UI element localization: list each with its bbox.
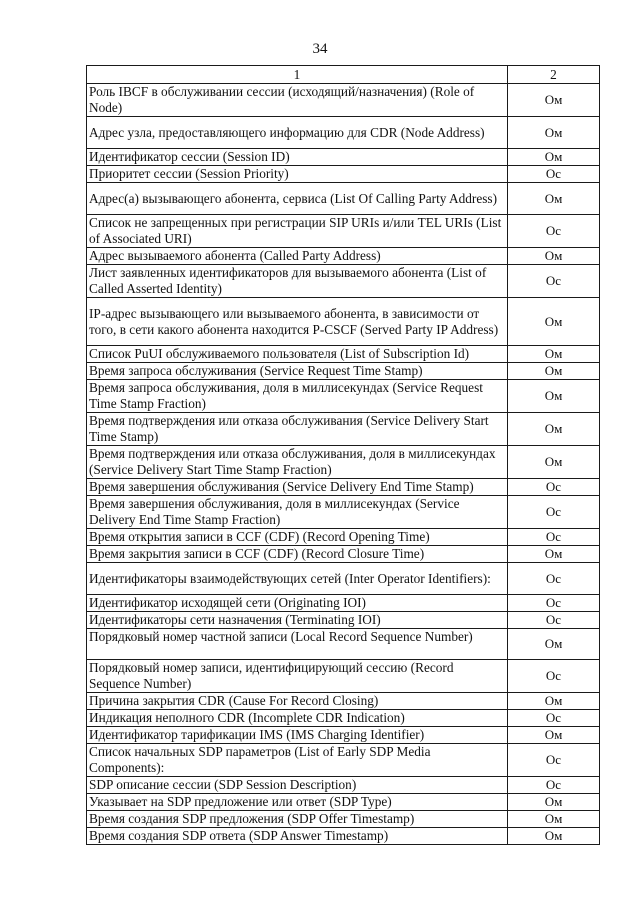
parameter-name: Время запроса обслуживания (Service Request Time Stamp) xyxy=(87,363,508,380)
parameter-name: Время завершения обслуживания, доля в миллисекундах (Service Delivery End Time Stamp Fraction) xyxy=(87,496,508,529)
column-header-1: 1 xyxy=(87,66,508,84)
parameter-name: Идентификаторы сети назначения (Terminating IOI) xyxy=(87,612,508,629)
column-header-2: 2 xyxy=(508,66,600,84)
parameter-status: Oм xyxy=(508,248,600,265)
parameter-name: Лист заявленных идентификаторов для вызываемого абонента (List of Called Asserted Identity) xyxy=(87,265,508,298)
table-row xyxy=(87,149,600,166)
table-row xyxy=(87,496,600,529)
table-row xyxy=(87,563,600,595)
table-row xyxy=(87,215,600,248)
parameter-status: Oм xyxy=(508,727,600,744)
parameter-name: Указывает на SDP предложение или ответ (SDP Type) xyxy=(87,794,508,811)
parameter-status: Oм xyxy=(508,446,600,479)
parameter-name: Время закрытия записи в CCF (CDF) (Record Closure Time) xyxy=(87,546,508,563)
table-row xyxy=(87,744,600,777)
parameter-name: Роль IBCF в обслуживании сессии (исходящий/назначения) (Role of Node) xyxy=(87,84,508,117)
parameter-status: Oс xyxy=(508,710,600,727)
parameter-status: Oм xyxy=(508,413,600,446)
parameter-name: Адрес(а) вызывающего абонента, сервиса (List Of Calling Party Address) xyxy=(87,183,508,215)
parameter-status: Oм xyxy=(508,84,600,117)
parameter-status: Oс xyxy=(508,479,600,496)
table-row xyxy=(87,595,600,612)
parameter-name: Адрес узла, предоставляющего информацию для CDR (Node Address) xyxy=(87,117,508,149)
table-row xyxy=(87,693,600,710)
table-row xyxy=(87,346,600,363)
parameter-name: Адрес вызываемого абонента (Called Party Address) xyxy=(87,248,508,265)
parameter-name: IP-адрес вызывающего или вызываемого абонента, в зависимости от того, в сети какого абонента находится P-CSCF (Served Party IP Address) xyxy=(87,298,508,346)
parameter-status: Oс xyxy=(508,595,600,612)
table-row xyxy=(87,710,600,727)
parameter-status: Oс xyxy=(508,612,600,629)
parameter-name: Время завершения обслуживания (Service Delivery End Time Stamp) xyxy=(87,479,508,496)
table-row xyxy=(87,265,600,298)
table-row xyxy=(87,529,600,546)
table-row xyxy=(87,446,600,479)
parameter-status: Oм xyxy=(508,380,600,413)
table-row xyxy=(87,794,600,811)
parameter-name: Список начальных SDP параметров (List of Early SDP Media Components): xyxy=(87,744,508,777)
parameter-name: Идентификатор исходящей сети (Originating IOI) xyxy=(87,595,508,612)
parameter-name: Причина закрытия CDR (Cause For Record Closing) xyxy=(87,693,508,710)
table-row xyxy=(87,777,600,794)
table-row xyxy=(87,380,600,413)
parameter-status: Oм xyxy=(508,693,600,710)
parameter-name: Время создания SDP предложения (SDP Offer Timestamp) xyxy=(87,811,508,828)
parameter-status: Oс xyxy=(508,777,600,794)
parameter-name: Список не запрещенных при регистрации SIP URIs и/или TEL URIs (List of Associated URI) xyxy=(87,215,508,248)
parameter-status: Oс xyxy=(508,265,600,298)
table-row xyxy=(87,117,600,149)
table-row xyxy=(87,166,600,183)
table-row xyxy=(87,811,600,828)
parameter-status: Oм xyxy=(508,149,600,166)
parameter-name: Время запроса обслуживания, доля в миллисекундах (Service Request Time Stamp Fraction) xyxy=(87,380,508,413)
parameter-status: Oс xyxy=(508,496,600,529)
parameter-status: Oс xyxy=(508,166,600,183)
parameter-name: Индикация неполного CDR (Incomplete CDR Indication) xyxy=(87,710,508,727)
parameter-status: Oм xyxy=(508,794,600,811)
table-row xyxy=(87,479,600,496)
table-header-row xyxy=(87,66,600,84)
table-row xyxy=(87,183,600,215)
parameter-status: Oм xyxy=(508,546,600,563)
table-row xyxy=(87,413,600,446)
parameter-name: Время подтверждения или отказа обслуживания, доля в миллисекундах (Service Delivery Start Time Stamp Fraction) xyxy=(87,446,508,479)
parameter-name: Время открытия записи в CCF (CDF) (Record Opening Time) xyxy=(87,529,508,546)
parameter-status: Oм xyxy=(508,298,600,346)
parameter-status: Oс xyxy=(508,215,600,248)
table-row xyxy=(87,629,600,660)
parameter-name: Приоритет сессии (Session Priority) xyxy=(87,166,508,183)
table-row xyxy=(87,828,600,845)
parameter-status: Oс xyxy=(508,529,600,546)
page-number: 34 xyxy=(312,41,328,57)
parameter-status: Oм xyxy=(508,629,600,660)
table-row xyxy=(87,84,600,117)
table-row xyxy=(87,363,600,380)
parameter-status: Oм xyxy=(508,183,600,215)
parameter-status: Oм xyxy=(508,363,600,380)
parameter-status: Oс xyxy=(508,563,600,595)
parameter-name: Идентификатор тарификации IMS (IMS Charging Identifier) xyxy=(87,727,508,744)
parameter-name: Порядковый номер частной записи (Local Record Sequence Number) xyxy=(87,629,508,660)
parameter-status: Oм xyxy=(508,811,600,828)
parameter-status: Oс xyxy=(508,660,600,693)
parameter-name: Порядковый номер записи, идентифицирующий сессию (Record Sequence Number) xyxy=(87,660,508,693)
parameter-name: Идентификатор сессии (Session ID) xyxy=(87,149,508,166)
table-row xyxy=(87,248,600,265)
table-row xyxy=(87,727,600,744)
parameter-status: Oм xyxy=(508,828,600,845)
parameter-name: SDP описание сессии (SDP Session Description) xyxy=(87,777,508,794)
parameter-name: Время создания SDP ответа (SDP Answer Timestamp) xyxy=(87,828,508,845)
parameter-name: Время подтверждения или отказа обслуживания (Service Delivery Start Time Stamp) xyxy=(87,413,508,446)
table-row xyxy=(87,660,600,693)
parameter-status: Oм xyxy=(508,346,600,363)
parameter-name: Список PuUI обслуживаемого пользователя (List of Subscription Id) xyxy=(87,346,508,363)
parameter-status: Oс xyxy=(508,744,600,777)
table-row xyxy=(87,298,600,346)
parameter-status: Oм xyxy=(508,117,600,149)
table-row xyxy=(87,546,600,563)
table-row xyxy=(87,612,600,629)
cdr-parameters-table xyxy=(86,65,600,845)
parameter-name: Идентификаторы взаимодействующих сетей (Inter Operator Identifiers): xyxy=(87,563,508,595)
